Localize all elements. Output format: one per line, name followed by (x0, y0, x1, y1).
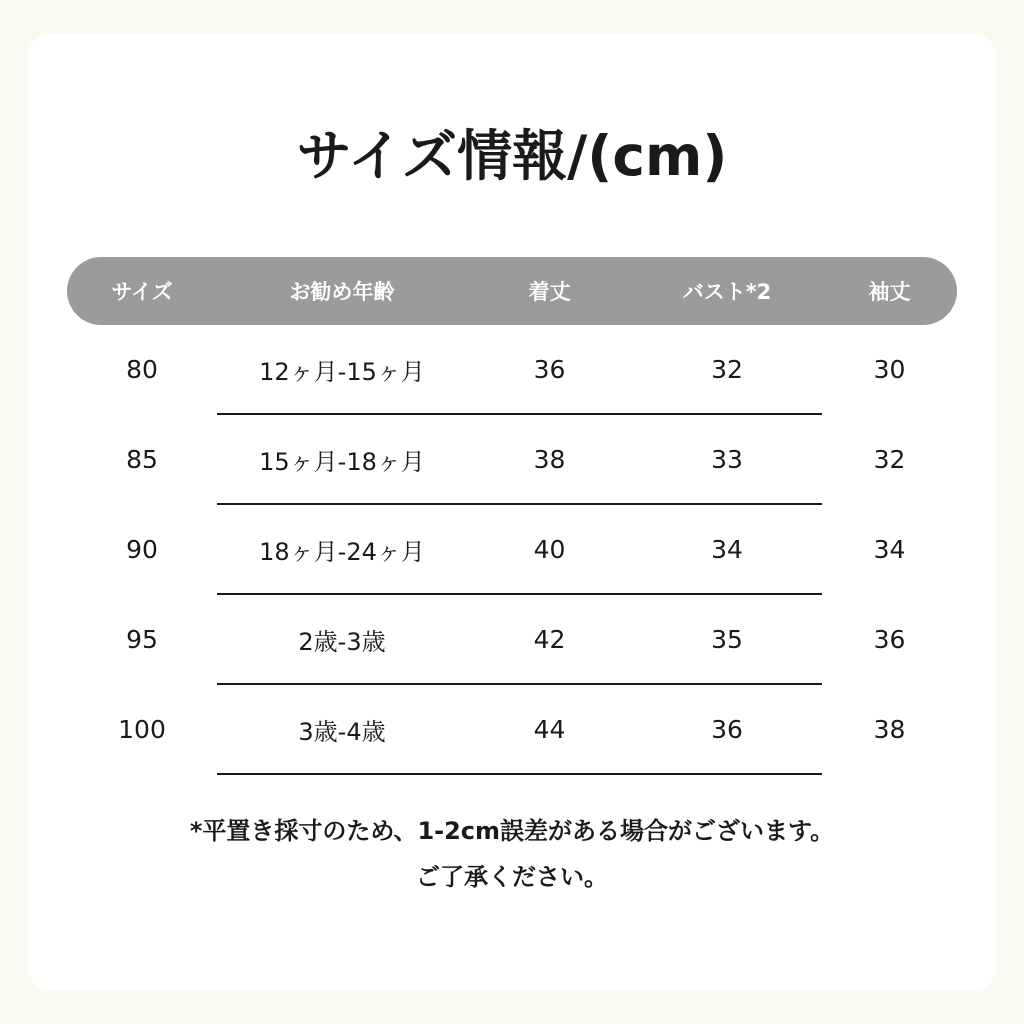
table-header-row (67, 257, 957, 325)
cell-length: 42 (467, 594, 632, 684)
column-header-age: お勧め年齢 (289, 280, 395, 304)
cell-age: 12ヶ月-15ヶ月 (217, 325, 467, 414)
size-table-container (67, 257, 957, 900)
cell-sleeve: 30 (873, 354, 906, 384)
page-title: サイズ情報/(cm) (296, 124, 728, 188)
column-header-bust: バスト*2 (682, 280, 772, 304)
table-row (67, 414, 957, 504)
cell-length: 36 (467, 325, 632, 414)
cell-size: 95 (126, 624, 158, 654)
cell-sleeve: 36 (873, 624, 906, 654)
column-header-sleeve: 袖丈 (868, 280, 911, 304)
cell-age: 2歳-3歳 (217, 594, 467, 684)
column-header-size: サイズ (111, 280, 173, 304)
cell-age: 15ヶ月-18ヶ月 (217, 414, 467, 504)
cell-size: 90 (126, 534, 158, 564)
cell-bust: 33 (632, 414, 822, 504)
cell-size: 80 (126, 354, 158, 384)
disclaimer-notes (67, 809, 957, 900)
size-table (67, 325, 957, 775)
column-header-length: 着丈 (528, 280, 571, 304)
cell-bust: 34 (632, 504, 822, 594)
cell-length: 44 (467, 684, 632, 774)
cell-size: 85 (126, 444, 158, 474)
cell-sleeve: 38 (873, 714, 906, 744)
cell-sleeve: 32 (873, 444, 906, 474)
cell-bust: 35 (632, 594, 822, 684)
disclaimer-line-2: ご了承ください。 (416, 862, 608, 891)
cell-size: 100 (118, 714, 166, 744)
size-chart-card (28, 34, 996, 990)
cell-sleeve: 34 (873, 534, 906, 564)
cell-length: 38 (467, 414, 632, 504)
cell-age: 3歳-4歳 (217, 684, 467, 774)
cell-bust: 32 (632, 325, 822, 414)
cell-bust: 36 (632, 684, 822, 774)
table-row (67, 684, 957, 774)
disclaimer-line-1: *平置き採寸のため、1-2cm誤差がある場合がございます。 (189, 817, 835, 845)
table-row (67, 325, 957, 414)
table-row (67, 594, 957, 684)
cell-age: 18ヶ月-24ヶ月 (217, 504, 467, 594)
table-row (67, 504, 957, 594)
cell-length: 40 (467, 504, 632, 594)
table-header (67, 257, 957, 325)
